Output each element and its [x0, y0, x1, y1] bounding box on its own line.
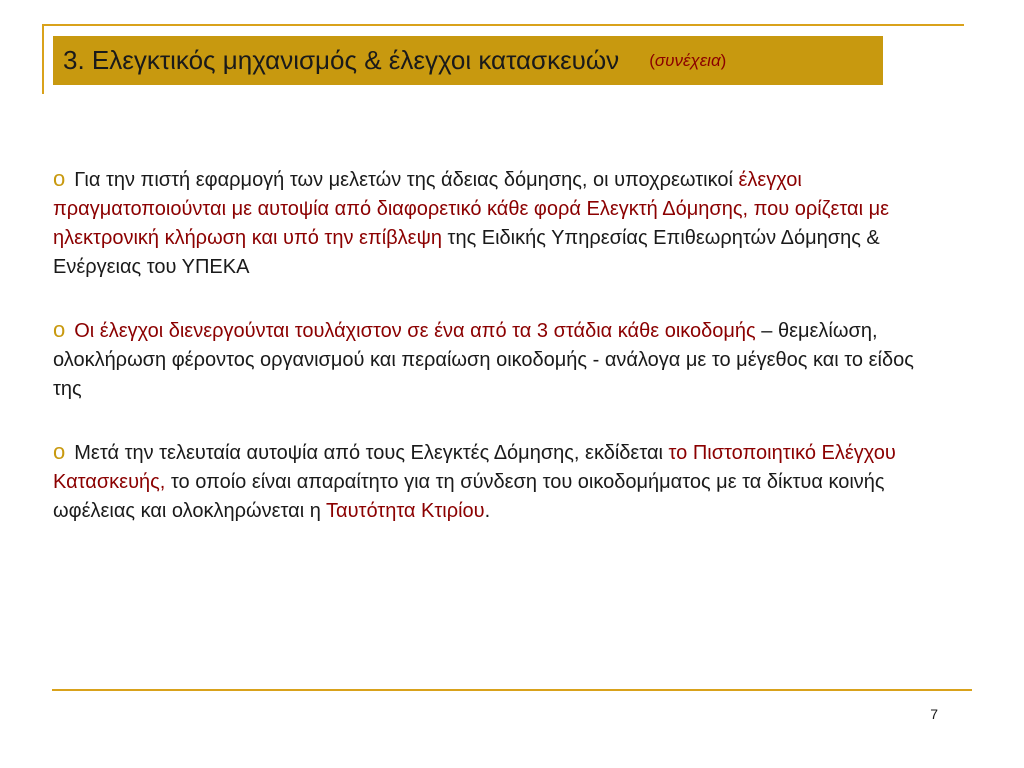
bullet-1-text-a: Για την πιστή εφαρμογή των μελετών της άδειας δόμησης, οι υποχρεωτικοί — [74, 169, 739, 191]
bottom-rule — [52, 689, 972, 691]
top-rule — [42, 24, 964, 26]
title-paren-text: συνέχεια — [654, 50, 721, 70]
bullet-item-1 — [53, 164, 948, 282]
page-number: 7 — [930, 706, 938, 722]
bullet-3-text-b: το Πιστοποιητικό Ελέγχου Κατασκευής, — [53, 442, 896, 493]
bullet-2-text-a: Οι έλεγχοι διενεργούνται τουλάχιστον σε ένα από τα 3 στάδια κάθε οικοδομής — [74, 320, 756, 342]
bullet-3-text-a: Μετά την τελευταία αυτοψία από τους Ελεγκτές Δόμησης, εκδίδεται — [74, 442, 669, 464]
bullet-list — [53, 164, 948, 559]
bullet-3-text-c: το οποίο είναι απαραίτητο για τη σύνδεση του οικοδομήματος με τα δίκτυα κοινής ωφέλειας και ολοκληρώνεται η — [53, 471, 885, 522]
bullet-3-text-d: Ταυτότητα Κτιρίου — [326, 500, 485, 522]
title-bar — [53, 36, 883, 85]
bullet-marker-icon: o — [53, 439, 66, 464]
bullet-item-2 — [53, 315, 948, 404]
bullet-3-text-e: . — [484, 500, 491, 522]
left-rule — [42, 24, 44, 94]
bullet-2-text-b: – θεμελίωση, ολοκλήρωση φέροντος οργανισμού και περαίωση οικοδομής - ανάλογα με το μέγεθος και το είδος της — [53, 320, 914, 400]
title-paren-open: ( — [649, 50, 655, 70]
bullet-1-text-b: έλεγχοι πραγματοποιούνται με αυτοψία από διαφορετικό κάθε φορά Ελεγκτή Δόμησης, που ορίζεται με ηλεκτρονική κλήρωση και υπό την επίβλεψη — [53, 169, 890, 249]
bullet-marker-icon: o — [53, 166, 66, 191]
bullet-1-text-c: της Ειδικής Υπηρεσίας Επιθεωρητών Δόμησης & Ενέργειας του ΥΠΕΚΑ — [53, 227, 880, 278]
bullet-marker-icon: o — [53, 317, 66, 342]
title-continuation — [649, 51, 726, 71]
title-paren-close: ) — [720, 50, 727, 70]
slide-title: 3. Ελεγκτικός μηχανισμός & έλεγχοι κατασκευών — [63, 45, 620, 75]
bullet-item-3 — [53, 437, 948, 526]
